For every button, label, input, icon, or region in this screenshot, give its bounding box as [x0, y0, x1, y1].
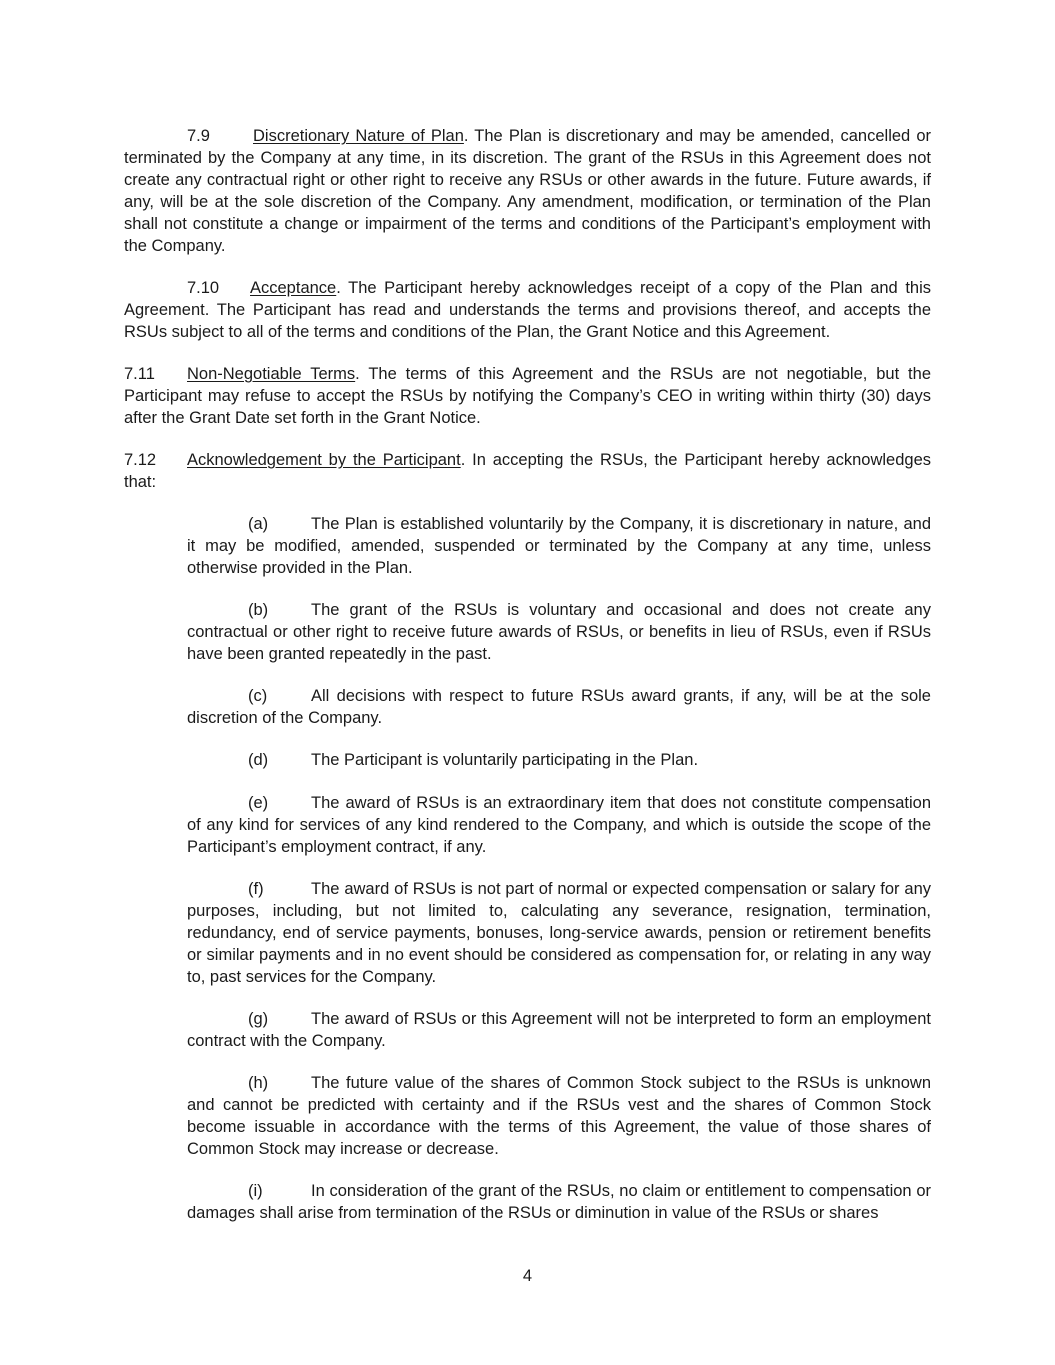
- section-number: 7.12: [124, 451, 157, 469]
- item-label: (i): [248, 1182, 263, 1200]
- section-title: Discretionary Nature of Plan: [253, 127, 464, 145]
- section-7-9: [124, 125, 931, 257]
- section-7-10: [124, 277, 931, 343]
- list-item-e: [187, 792, 931, 858]
- item-label: (g): [248, 1010, 269, 1028]
- section-text: . The Plan is discretionary and may be amended, cancelled or terminated by the Company at any time, in its discretion. The grant of the RSUs in this Agreement does not create any contractual right or other right to receive any RSUs or other awards in the future. Future awards, if any, will be at the sole discretion of the Company. Any amendment, modification, or termination of the Plan shall not constitute a change or impairment of the terms and conditions of the Participant’s employment with the Company.: [124, 127, 931, 255]
- item-text: The award of RSUs or this Agreement will not be interpreted to form an employment contract with the Company.: [187, 1010, 931, 1050]
- item-text: In consideration of the grant of the RSUs, no claim or entitlement to compensation or damages shall arise from termination of the RSUs or diminution in value of the RSUs or shares: [187, 1182, 931, 1222]
- item-text: The award of RSUs is an extraordinary item that does not constitute compensation of any kind for services of any kind rendered to the Company, and which is outside the scope of the Participant’s employment contract, if any.: [187, 794, 931, 856]
- item-text: The Plan is established voluntarily by the Company, it is discretionary in nature, and it may be modified, amended, suspended or terminated by the Company at any time, unless otherwise provided in the Plan.: [187, 515, 931, 577]
- list-item-b: [187, 599, 931, 665]
- item-text: The Participant is voluntarily participating in the Plan.: [311, 751, 699, 769]
- item-text: The grant of the RSUs is voluntary and occasional and does not create any contractual or other right to receive future awards of RSUs, or benefits in lieu of RSUs, even if RSUs have been granted repeatedly in the past.: [187, 601, 931, 663]
- item-text: All decisions with respect to future RSUs award grants, if any, will be at the sole discretion of the Company.: [187, 687, 931, 727]
- item-label: (b): [248, 601, 269, 619]
- item-text: The future value of the shares of Common Stock subject to the RSUs is unknown and cannot be predicted with certainty and if the RSUs vest and the shares of Common Stock become issuable in accordance with the terms of this Agreement, the value of those shares of Common Stock may increase or decrease.: [187, 1074, 931, 1158]
- item-label: (c): [248, 687, 268, 705]
- section-text: . In accepting the RSUs, the Participant hereby acknowledges that:: [124, 451, 931, 491]
- list-item-f: [187, 878, 931, 988]
- section-text: . The Participant hereby acknowledges receipt of a copy of the Plan and this Agreement. The Participant has read and understands the terms and provisions thereof, and accepts the RSUs subject to all of the terms and conditions of the Plan, the Grant Notice and this Agreement.: [124, 279, 931, 341]
- section-title: Acknowledgement by the Participant: [187, 451, 461, 469]
- section-7-12: [124, 449, 931, 493]
- list-item-g: [187, 1008, 931, 1052]
- item-label: (h): [248, 1074, 269, 1092]
- section-7-11: [124, 363, 931, 429]
- section-text: . The terms of this Agreement and the RSUs are not negotiable, but the Participant may refuse to accept the RSUs by notifying the Company’s CEO in writing within thirty (30) days after the Grant Date set forth in the Grant Notice.: [124, 365, 931, 427]
- list-item-d: [187, 749, 931, 771]
- item-label: (a): [248, 515, 269, 533]
- item-text: The award of RSUs is not part of normal or expected compensation or salary for any purposes, including, but not limited to, calculating any severance, resignation, termination, redundancy, end of service payments, bonuses, long-service awards, pension or retirement benefits or similar payments and in no event should be considered as compensation for, or relating in any way to, past services for the Company.: [187, 880, 931, 986]
- section-title: Non-Negotiable Terms: [187, 365, 356, 383]
- section-number: 7.10: [187, 279, 220, 297]
- item-label: (e): [248, 794, 269, 812]
- section-number: 7.11: [124, 365, 155, 383]
- list-item-h: [187, 1072, 931, 1160]
- page-number: 4: [522, 1267, 533, 1285]
- list-item-c: [187, 685, 931, 729]
- section-title: Acceptance: [250, 279, 337, 297]
- item-label: (f): [248, 880, 264, 898]
- list-item-a: [187, 513, 931, 579]
- section-number: 7.9: [187, 127, 210, 145]
- list-item-i: [187, 1180, 931, 1224]
- item-label: (d): [248, 751, 269, 769]
